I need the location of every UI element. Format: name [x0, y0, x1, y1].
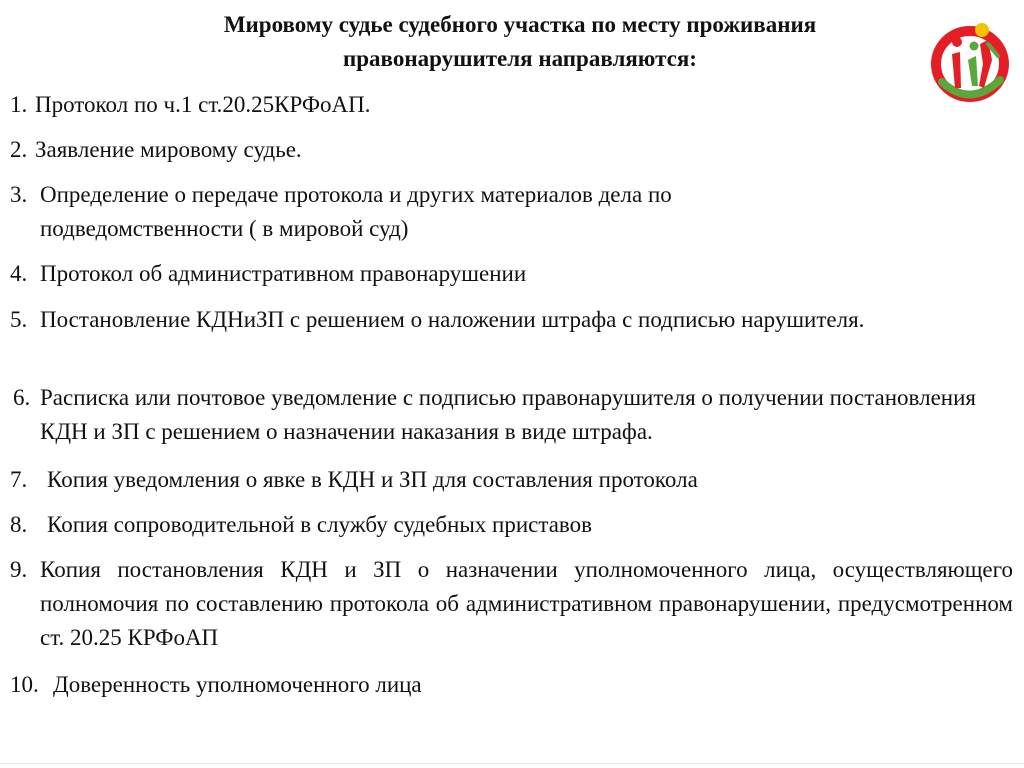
- item-text: Протокол по ч.1 ст.20.25КРФоАП.: [35, 92, 371, 117]
- list-item: [10, 381, 1013, 449]
- list-item: [10, 133, 1013, 167]
- item-number: 4.: [10, 261, 28, 286]
- item-text: Заявление мировому судье.: [35, 137, 302, 162]
- item-number: 7.: [10, 467, 28, 492]
- list-item: [10, 88, 1013, 122]
- item-text: Постановление КДНиЗП с решением о наложении штрафа с подписью нарушителя.: [40, 307, 865, 332]
- item-text: Протокол об административном правонарушении: [40, 261, 527, 286]
- item-text: Копия уведомления о явке в КДН и ЗП для составления протокола: [47, 467, 698, 492]
- list-item: [10, 668, 1013, 702]
- list-item: [10, 553, 1013, 655]
- item-text: Расписка или почтовое уведомление с подписью правонарушителя о получении постановления КДН и ЗП с решением о назначении наказания в виде штрафа.: [40, 385, 976, 444]
- item-number: 10.: [10, 672, 39, 697]
- page-divider: [0, 763, 1024, 764]
- item-number: 8.: [10, 512, 28, 537]
- list-item: [10, 257, 1013, 291]
- list-item: [10, 508, 1013, 542]
- item-text: Определение о передаче протокола и других материалов дела по подведомственности ( в мировой суд): [40, 182, 672, 241]
- list-item: [10, 178, 1013, 246]
- item-number: 2.: [10, 137, 28, 162]
- item-text: Копия сопроводительной в службу судебных приставов: [47, 512, 592, 537]
- item-number: 6.: [13, 385, 31, 410]
- item-number: 5.: [10, 307, 28, 332]
- item-text: Доверенность уполномоченного лица: [53, 672, 422, 697]
- list-item: [10, 463, 1013, 497]
- item-text: Копия постановления КДН и ЗП о назначении уполномоченного лица, осуществляющего полномочия по составлению протокола об административном правонарушении, предусмотренном ст. 20.25 КРФоАП: [40, 557, 1013, 650]
- page-title: [150, 8, 890, 76]
- item-number: 1.: [10, 92, 28, 117]
- title-line-2: правонарушителя направляются:: [343, 46, 697, 71]
- list-item: [10, 303, 1013, 337]
- item-number: 3.: [10, 182, 28, 207]
- title-line-1: Мировому судье судебного участка по месту проживания: [223, 12, 817, 37]
- item-number: 9.: [10, 557, 28, 582]
